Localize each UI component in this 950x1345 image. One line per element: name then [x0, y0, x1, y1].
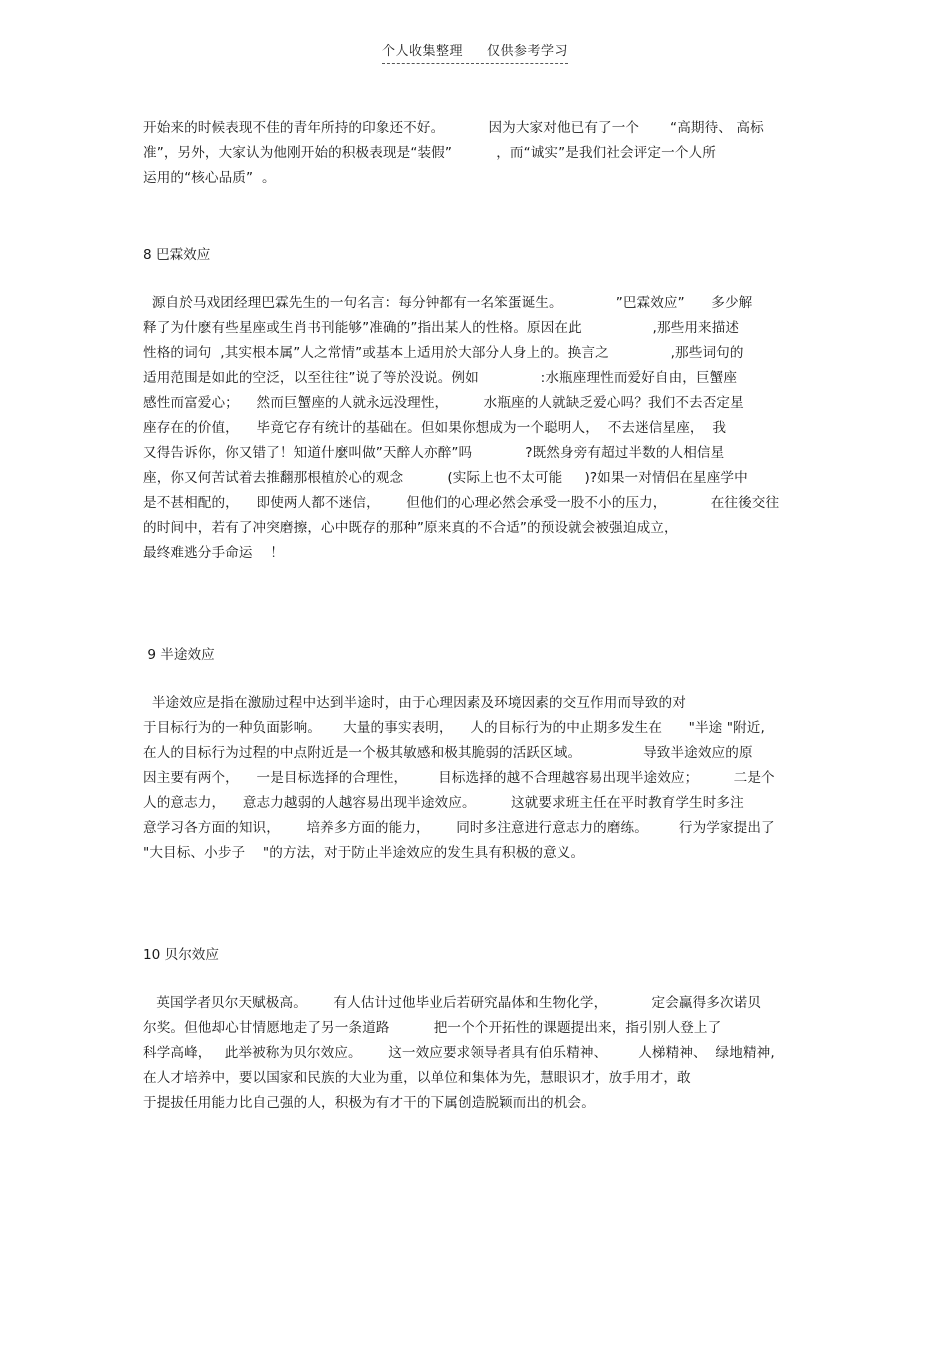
section-paragraph — [143, 291, 808, 566]
paragraph-line: 是不甚相配的， 即使两人都不迷信， 但他们的心理必然会承受一股不小的压力， 在往後交往 — [143, 495, 780, 511]
paragraph-line: 最终难逃分手命运 ！ — [143, 545, 284, 561]
section-title: 10 贝尔效应 — [143, 947, 219, 963]
section-heading — [143, 945, 808, 965]
paragraph-line: 座，你又何苦试着去推翻那根植於心的观念 (实际上也不太可能 )?如果一对情侣在星座学中 — [143, 470, 748, 486]
paragraph-line: 尔奖。但他却心甘情愿地走了另一条道路 把一个个开拓性的课题提出来，指引别人登上了 — [143, 1020, 722, 1036]
paragraph-line: 开始来的时候表现不佳的青年所持的印象还不好。 因为大家对他已有了一个 “高期待、 高标 — [143, 120, 764, 136]
paragraph-line: 于提拔任用能力比自己强的人，积极为有才干的下属创造脱颖而出的机会。 — [143, 1095, 595, 1111]
paragraph-line: 又得告诉你，你又错了！知道什麼叫做”天醉人亦醉”吗 ?既然身旁有超过半数的人相信星 — [143, 445, 725, 461]
paragraph-line: 的时间中，若有了冲突磨擦，心中既存的那种”原来真的不合适”的预设就会被强迫成立， — [143, 520, 678, 536]
header-left-text: 个人收集整理 — [381, 44, 463, 59]
paragraph-line: 半途效应是指在激励过程中达到半途时，由于心理因素及环境因素的交互作用而导致的对 — [143, 695, 686, 711]
section-paragraph — [143, 691, 808, 866]
paragraph-line: 适用范围是如此的空泛，以至往往”说了等於没说。例如 :水瓶座理性而爱好自由，巨蟹座 — [143, 370, 738, 386]
paragraph-line: 于目标行为的一种负面影响。 大量的事实表明， 人的目标行为的中止期多发生在 "半途 "附近, — [143, 720, 765, 736]
paragraph-line: 因主要有两个， 一是目标选择的合理性， 目标选择的越不合理越容易出现半途效应； 二是个 — [143, 770, 775, 786]
paragraph-line: 感性而富爱心； 然而巨蟹座的人就永远没理性， 水瓶座的人就缺乏爱心吗？我们不去否定星 — [143, 395, 744, 411]
header-text — [382, 40, 568, 64]
header-right-text: 仅供参考学习 — [487, 44, 569, 59]
section-title: 8 巴霖效应 — [143, 247, 211, 263]
paragraph-line: 释了为什麽有些星座或生肖书刊能够”准确的”指出某人的性格。原因在此 ,那些用来描述 — [143, 320, 740, 336]
paragraph-line: 运用的“核心品质” 。 — [143, 170, 276, 186]
page-header — [0, 40, 950, 64]
intro-paragraph — [143, 116, 808, 191]
paragraph-line: 源自於马戏团经理巴霖先生的一句名言：每分钟都有一名笨蛋诞生。 ”巴霖效应” 多少解 — [143, 295, 753, 311]
section-heading — [143, 645, 808, 665]
paragraph-line: 人的意志力， 意志力越弱的人越容易出现半途效应。 这就要求班主任在平时教育学生时多注 — [143, 795, 744, 811]
section-title: 9 半途效应 — [143, 647, 215, 663]
paragraph-line: 在人才培养中，要以国家和民族的大业为重，以单位和集体为先，慧眼识才，放手用才，敢 — [143, 1070, 691, 1086]
paragraph-line: 英国学者贝尔天赋极高。 有人估计过他毕业后若研究晶体和生物化学， 定会赢得多次诺贝 — [143, 995, 762, 1011]
paragraph-line: "大目标、小步子 "的方法，对于防止半途效应的发生具有积极的意义。 — [143, 845, 585, 861]
paragraph-line: 准”，另外，大家认为他刚开始的积极表现是“装假” ，而“诚实”是我们社会评定一个人所 — [143, 145, 716, 161]
paragraph-line: 科学高峰， 此举被称为贝尔效应。 这一效应要求领导者具有伯乐精神、 人梯精神、 绿地精神, — [143, 1045, 775, 1061]
paragraph-line: 座存在的价值， 毕竟它存有统计的基础在。但如果你想成为一个聪明人， 不去迷信星座， 我 — [143, 420, 727, 436]
paragraph-line: 意学习各方面的知识， 培养多方面的能力， 同时多注意进行意志力的磨练。 行为学家提出了 — [143, 820, 775, 836]
section-paragraph — [143, 991, 808, 1116]
paragraph-line: 性格的词句 ,其实根本属”人之常情”或基本上适用於大部分人身上的。换言之 ,那些词句的 — [143, 345, 744, 361]
paragraph-line: 在人的目标行为过程的中点附近是一个极其敏感和极其脆弱的活跃区域。 导致半途效应的原 — [143, 745, 753, 761]
section-heading — [143, 245, 808, 265]
